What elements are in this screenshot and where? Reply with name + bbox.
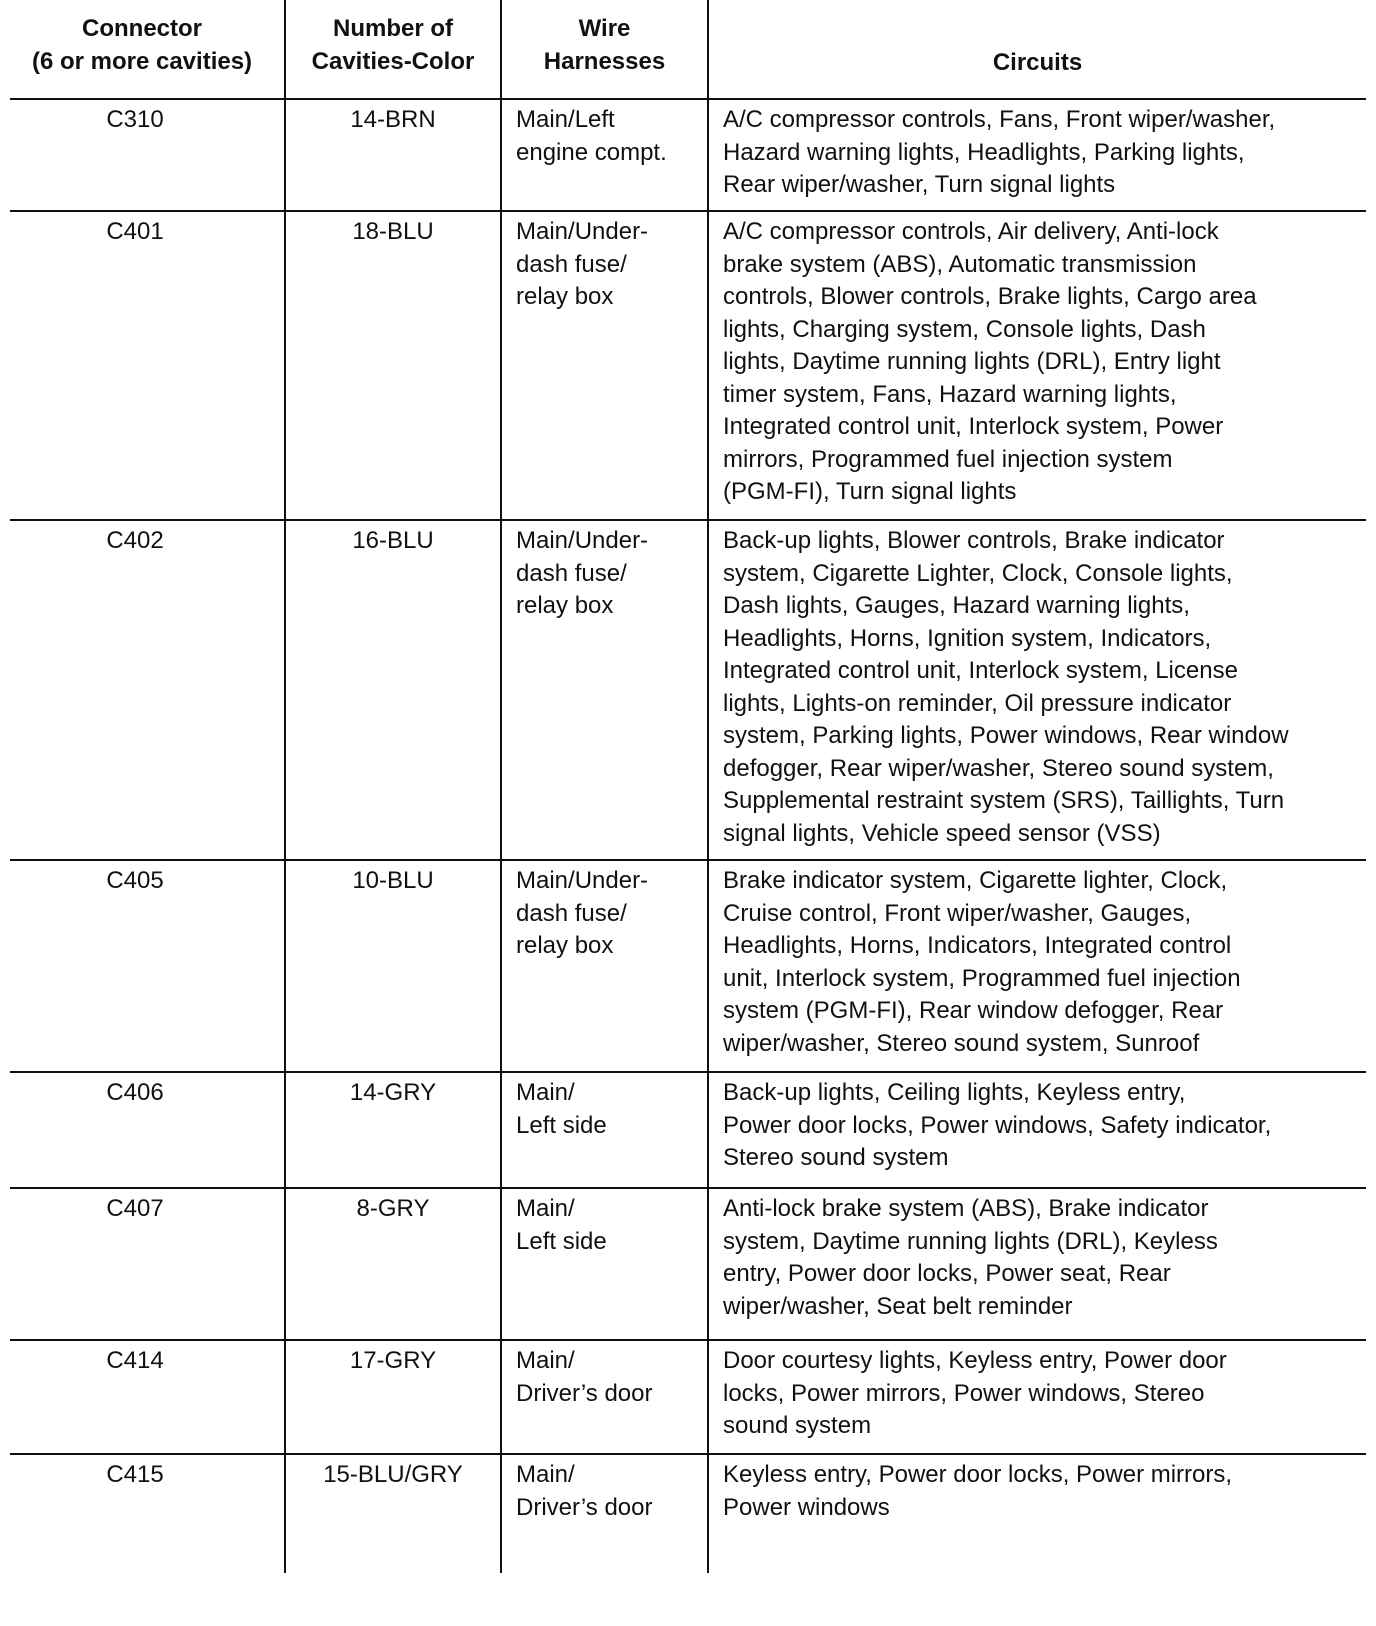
harness-line: Main/ — [516, 1347, 575, 1374]
circuit-line: timer system, Fans, Hazard warning lights, — [723, 380, 1177, 408]
circuit-line: Dash lights, Gauges, Hazard warning lights, — [723, 592, 1190, 619]
table-row — [10, 1189, 1366, 1341]
connector-id: C406 — [106, 1079, 164, 1106]
header-circuits — [707, 0, 1366, 98]
connector-cell — [10, 1073, 284, 1187]
harness-line: Main/ — [516, 1079, 575, 1106]
connector-cell — [10, 100, 284, 210]
connector-id: C407 — [106, 1195, 164, 1222]
circuit-line: wiper/washer, Stereo sound system, Sunroof — [723, 1029, 1200, 1057]
circuit-line: Keyless entry, Power door locks, Power mirrors, — [723, 1461, 1233, 1488]
header-connector — [10, 0, 284, 98]
harness-line: dash fuse/ — [516, 899, 627, 927]
circuits-cell — [707, 212, 1366, 519]
harness-cell — [500, 212, 707, 519]
cavities-cell — [284, 100, 500, 210]
circuit-line: entry, Power door locks, Power seat, Rear — [723, 1260, 1171, 1287]
connector-cell — [10, 212, 284, 519]
circuit-line: Rear wiper/washer, Turn signal lights — [723, 171, 1116, 198]
circuit-line: Brake indicator system, Cigarette lighter, Clock, — [723, 867, 1228, 894]
circuit-line: lights, Charging system, Console lights, Dash — [723, 315, 1206, 343]
connector-id: C415 — [106, 1461, 164, 1488]
header-connector-line-2: (6 or more cavities) — [31, 48, 253, 75]
circuit-line: A/C compressor controls, Air delivery, Anti-lock — [723, 218, 1219, 245]
header-harnesses — [500, 0, 707, 98]
header-harnesses-line-2: Harnesses — [543, 48, 666, 75]
cavities-color: 14-GRY — [349, 1079, 437, 1106]
connector-cell — [10, 1189, 284, 1339]
connector-cell — [10, 861, 284, 1071]
circuit-line: Integrated control unit, Interlock system, License — [723, 657, 1238, 684]
cavities-cell — [284, 861, 500, 1071]
harness-line: Main/Left — [516, 106, 615, 133]
circuits-cell — [707, 521, 1366, 859]
connector-id: C402 — [106, 527, 164, 554]
circuit-line: system, Cigarette Lighter, Clock, Console lights, — [723, 559, 1233, 587]
harness-line: Main/ — [516, 1461, 575, 1488]
harness-line: dash fuse/ — [516, 250, 627, 278]
cavities-color: 8-GRY — [356, 1195, 430, 1222]
circuit-line: Supplemental restraint system (SRS), Taillights, Turn — [723, 787, 1285, 814]
circuits-cell — [707, 100, 1366, 210]
harness-cell — [500, 1189, 707, 1339]
connector-table — [10, 0, 1366, 1573]
circuit-line: defogger, Rear wiper/washer, Stereo sound system, — [723, 754, 1274, 782]
circuit-line: Cruise control, Front wiper/washer, Gauges, — [723, 899, 1192, 927]
cavities-color: 14-BRN — [350, 106, 436, 133]
table-row — [10, 1073, 1366, 1189]
cavities-color: 10-BLU — [352, 867, 434, 894]
harness-line: Main/Under- — [516, 218, 649, 245]
circuit-line: sound system — [723, 1412, 872, 1439]
harness-cell — [500, 521, 707, 859]
circuit-line: Back-up lights, Ceiling lights, Keyless entry, — [723, 1079, 1186, 1106]
circuit-line: Power windows — [723, 1493, 890, 1521]
circuit-line: Anti-lock brake system (ABS), Brake indicator — [723, 1195, 1209, 1222]
circuit-line: A/C compressor controls, Fans, Front wiper/washer, — [723, 106, 1276, 133]
table-header — [10, 0, 1366, 100]
table-row — [10, 212, 1366, 521]
circuits-cell — [707, 1341, 1366, 1453]
cavities-color: 15-BLU/GRY — [323, 1461, 463, 1488]
table-row — [10, 521, 1366, 861]
circuit-line: mirrors, Programmed fuel injection system — [723, 445, 1173, 473]
harness-cell — [500, 1073, 707, 1187]
circuit-line: lights, Lights-on reminder, Oil pressure indicator — [723, 689, 1232, 717]
harness-line: Driver’s door — [516, 1379, 653, 1407]
cavities-color: 18-BLU — [352, 218, 434, 245]
harness-line: relay box — [516, 592, 614, 619]
circuits-cell — [707, 1455, 1366, 1573]
circuit-line: Back-up lights, Blower controls, Brake indicator — [723, 527, 1225, 554]
harness-line: dash fuse/ — [516, 559, 627, 587]
circuit-line: Stereo sound system — [723, 1144, 949, 1171]
circuit-line: Door courtesy lights, Keyless entry, Power door — [723, 1347, 1227, 1374]
header-cavities-line-2: Cavities-Color — [311, 48, 475, 75]
harness-line: relay box — [516, 283, 614, 310]
circuit-line: signal lights, Vehicle speed sensor (VSS) — [723, 819, 1161, 847]
cavities-color: 17-GRY — [349, 1347, 437, 1374]
connector-id: C401 — [106, 218, 164, 245]
circuit-line: Headlights, Horns, Ignition system, Indicators, — [723, 624, 1212, 652]
connector-id: C414 — [106, 1347, 164, 1374]
table-row — [10, 100, 1366, 212]
cavities-cell — [284, 1341, 500, 1453]
circuit-line: Power door locks, Power windows, Safety indicator, — [723, 1111, 1272, 1139]
circuit-line: controls, Blower controls, Brake lights, Cargo area — [723, 283, 1257, 310]
header-connector-line-1: Connector — [82, 15, 202, 42]
table-row — [10, 1341, 1366, 1455]
harness-line: Main/Under- — [516, 527, 649, 554]
circuit-line: Headlights, Horns, Indicators, Integrated control — [723, 932, 1232, 959]
harness-line: Main/Under- — [516, 867, 649, 894]
header-circuits-line-1: Circuits — [992, 49, 1083, 76]
circuit-line: system, Daytime running lights (DRL), Keyless — [723, 1227, 1218, 1255]
circuit-line: lights, Daytime running lights (DRL), Entry light — [723, 348, 1221, 375]
circuits-cell — [707, 1189, 1366, 1339]
cavities-cell — [284, 521, 500, 859]
connector-cell — [10, 521, 284, 859]
cavities-cell — [284, 212, 500, 519]
connector-cell — [10, 1341, 284, 1453]
circuit-line: locks, Power mirrors, Power windows, Stereo — [723, 1379, 1205, 1407]
harness-line: Main/ — [516, 1195, 575, 1222]
table-row — [10, 1455, 1366, 1573]
circuits-cell — [707, 861, 1366, 1071]
header-cavities-line-1: Number of — [333, 15, 453, 42]
circuit-line: wiper/washer, Seat belt reminder — [723, 1292, 1073, 1320]
circuit-line: system, Parking lights, Power windows, Rear window — [723, 722, 1289, 749]
circuit-line: brake system (ABS), Automatic transmission — [723, 250, 1197, 278]
connector-id: C405 — [106, 867, 164, 894]
harness-line: Driver’s door — [516, 1493, 653, 1521]
circuits-cell — [707, 1073, 1366, 1187]
cavities-cell — [284, 1073, 500, 1187]
harness-cell — [500, 1341, 707, 1453]
harness-cell — [500, 1455, 707, 1573]
cavities-color: 16-BLU — [352, 527, 434, 554]
connector-id: C310 — [106, 106, 164, 133]
cavities-cell — [284, 1455, 500, 1573]
circuit-line: (PGM-FI), Turn signal lights — [723, 478, 1017, 505]
harness-line: Left side — [516, 1227, 607, 1255]
connector-cell — [10, 1455, 284, 1573]
circuit-line: Integrated control unit, Interlock system, Power — [723, 413, 1224, 440]
cavities-cell — [284, 1189, 500, 1339]
header-cavities — [284, 0, 500, 98]
harness-line: relay box — [516, 932, 614, 959]
circuit-line: Hazard warning lights, Headlights, Parking lights, — [723, 138, 1245, 166]
table-row — [10, 861, 1366, 1073]
table-body — [10, 100, 1366, 1573]
header-harnesses-line-1: Wire — [578, 15, 631, 42]
harness-cell — [500, 861, 707, 1071]
circuit-line: system (PGM-FI), Rear window defogger, Rear — [723, 997, 1224, 1024]
circuit-line: unit, Interlock system, Programmed fuel injection — [723, 964, 1241, 992]
harness-line: Left side — [516, 1111, 607, 1139]
harness-cell — [500, 100, 707, 210]
harness-line: engine compt. — [516, 138, 667, 166]
